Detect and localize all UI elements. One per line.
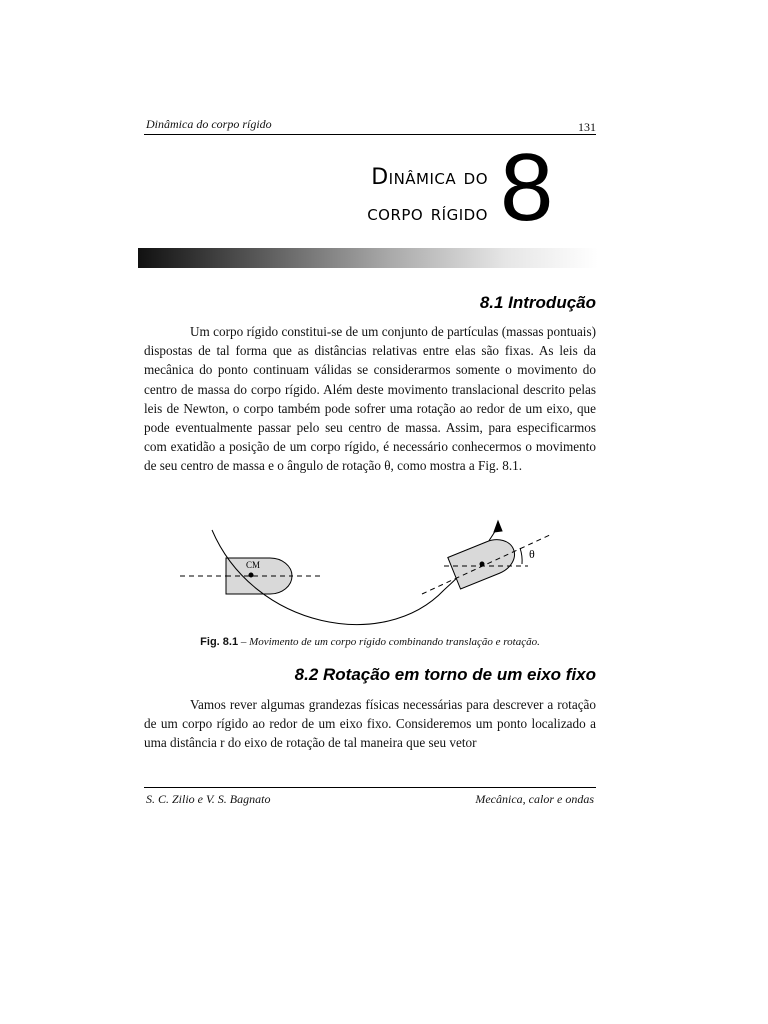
section-title-rotacao: 8.2 Rotação em torno de um eixo fixo	[294, 665, 596, 684]
chapter-number: 8	[500, 134, 554, 241]
footer-book-title: Mecânica, calor e ondas	[475, 792, 594, 806]
figure-caption	[144, 636, 596, 648]
decorative-gradient-bar	[138, 248, 598, 268]
cm-label: CM	[246, 560, 261, 570]
trajectory-arrowhead	[494, 521, 502, 532]
footer-rule	[144, 787, 596, 788]
paragraph-rotacao: Vamos rever algumas grandezas físicas necessárias para descrever a rotação de um corpo rígido ao redor de um eixo fixo. Consideremos um ponto localizado a uma distância r do eixo de rotação de tal maneira que seu vetor	[144, 697, 596, 751]
footer-authors: S. C. Zilio e V. S. Bagnato	[146, 792, 271, 806]
page-number: 131	[578, 120, 596, 134]
figure-caption-label: Fig. 8.1	[200, 636, 239, 648]
running-head-title: Dinâmica do corpo rígido	[146, 117, 272, 131]
final-cm-point	[480, 562, 484, 566]
figure-caption-text: – Movimento de um corpo rígido combinando translação e rotação.	[238, 636, 540, 648]
section-title-introducao: 8.1 Introdução	[479, 293, 596, 312]
chapter-title	[300, 160, 488, 232]
rotated-rigid-body	[448, 534, 520, 589]
chapter-title-line1: Dinâmica do	[371, 165, 488, 190]
angle-arc	[520, 548, 522, 564]
chapter-title-line2: corpo rígido	[367, 201, 488, 226]
paragraph-introducao: Um corpo rígido constitui-se de um conjunto de partículas (massas pontuais) dispostas de tal forma que as distâncias relativas entre elas são fixas. As leis da mecânica do ponto continuam válidas se considerarmos somente o movimento do centro de massa do corpo rígido. Além deste movimento translacional descrito pelas leis de Newton, o corpo também pode sofrer uma rotação ao redor de um eixo, que pode eventualmente passar pelo seu centro de massa. Assim, para especificarmos com exatidão a posição de um corpo rígido, é necessário conhecermos o movimento de seu centro de massa e o ângulo de rotação θ, como mostra a Fig. 8.1.	[144, 324, 596, 474]
figure-rigid-body-motion	[144, 518, 596, 630]
theta-label: θ	[529, 547, 535, 561]
center-of-mass-point	[249, 573, 253, 577]
figure-drawing	[180, 521, 552, 625]
